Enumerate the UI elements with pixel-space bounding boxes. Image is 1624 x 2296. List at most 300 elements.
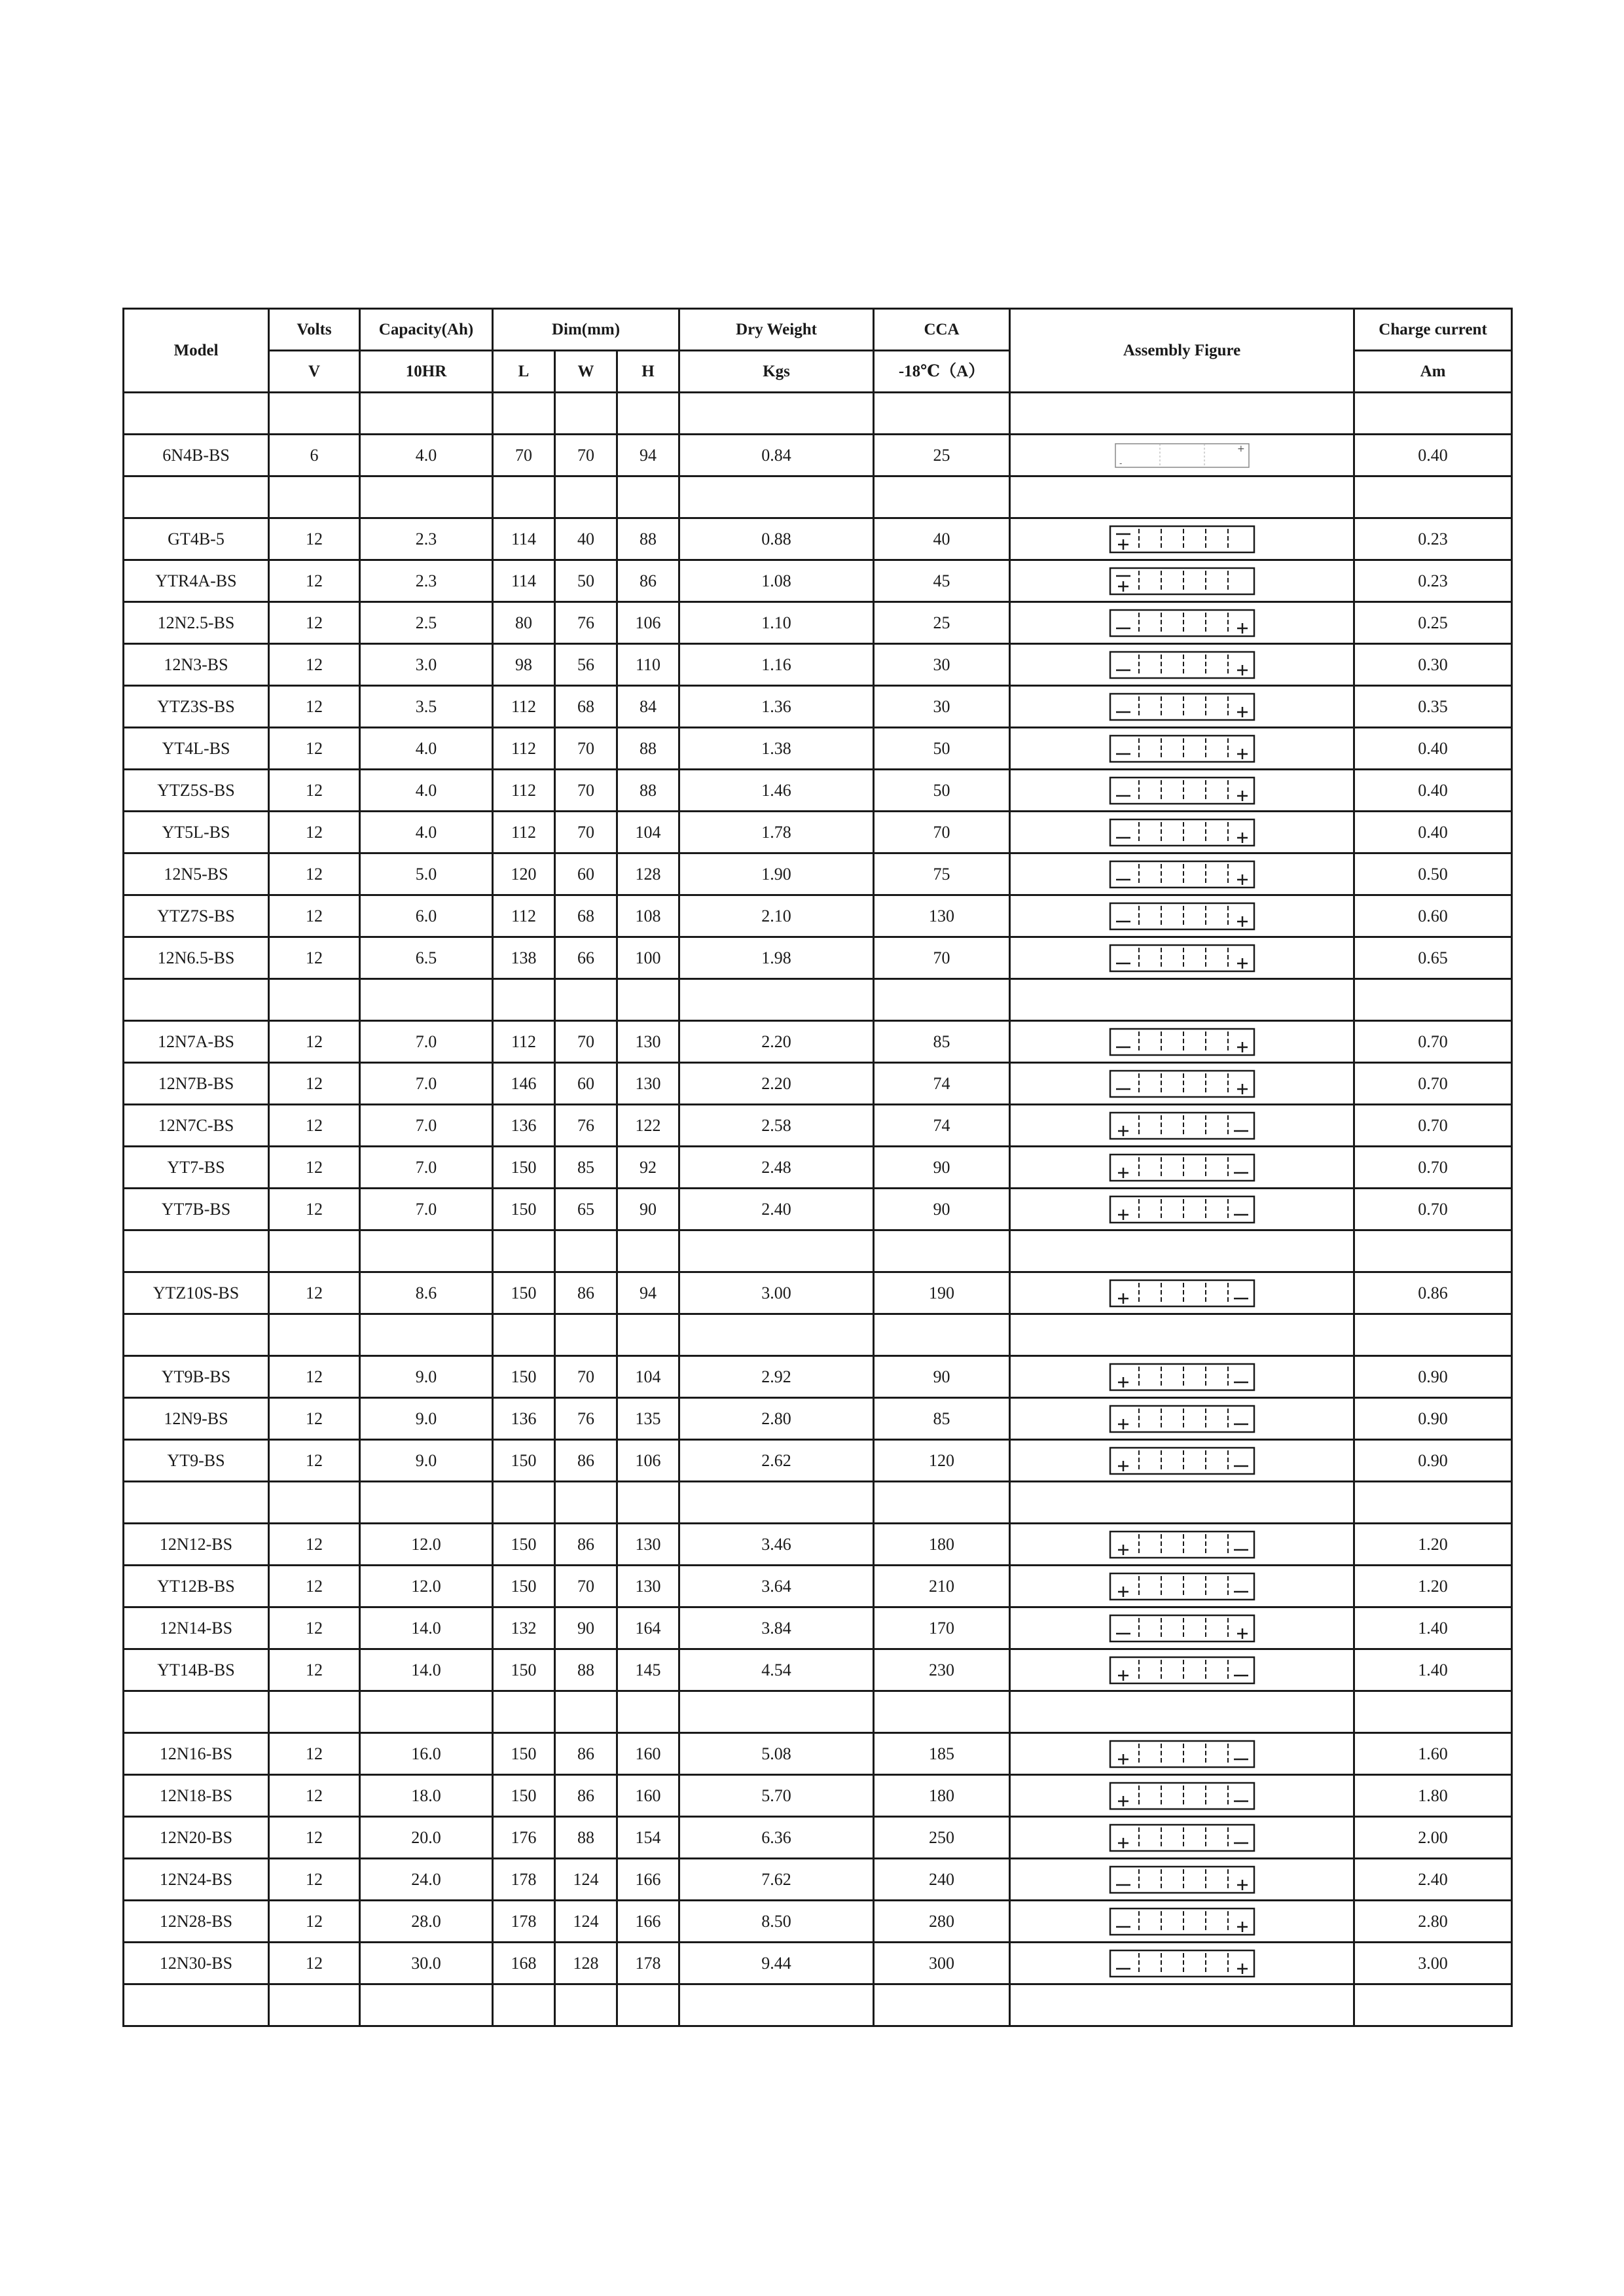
empty-cell [493,1482,555,1524]
capacity-cell: 3.5 [360,686,493,728]
cca-cell: 70 [874,812,1010,853]
table-header [124,309,1512,393]
battery-assembly-figure-icon [1109,1865,1255,1894]
table-row [124,1733,1512,1775]
empty-cell [269,1691,360,1733]
header-cca-unit: -18℃（A） [874,351,1010,393]
assembly-figure-cell [1010,895,1354,937]
dry-weight-cell: 3.00 [679,1272,874,1314]
battery-assembly-figure-icon [1109,944,1255,973]
battery-assembly-figure-icon [1109,692,1255,721]
model-cell: 12N18-BS [124,1775,269,1817]
charge-current-cell: 1.80 [1354,1775,1512,1817]
table-row [124,1398,1512,1440]
width-cell: 128 [555,1943,617,1984]
capacity-cell: 5.0 [360,853,493,895]
height-cell: 100 [617,937,679,979]
battery-assembly-figure-icon [1109,1782,1255,1810]
assembly-figure-cell [1010,1147,1354,1189]
model-cell: 12N9-BS [124,1398,269,1440]
charge-current-cell: 1.20 [1354,1566,1512,1607]
empty-cell [493,476,555,518]
width-cell: 90 [555,1607,617,1649]
empty-cell [269,393,360,435]
height-cell: 92 [617,1147,679,1189]
table-row [124,1524,1512,1566]
blank-row [124,1314,1512,1356]
table-row [124,812,1512,853]
assembly-figure-cell [1010,1356,1354,1398]
empty-cell [1010,1691,1354,1733]
header-row-1 [124,309,1512,351]
empty-cell [1010,1482,1354,1524]
charge-current-cell: 0.90 [1354,1398,1512,1440]
length-cell: 112 [493,1021,555,1063]
assembly-figure-cell [1010,1607,1354,1649]
charge-current-cell: 0.90 [1354,1440,1512,1482]
battery-spec-table [122,308,1513,2027]
table-row [124,518,1512,560]
empty-cell [555,1691,617,1733]
model-cell: 12N24-BS [124,1859,269,1901]
empty-cell [617,1230,679,1272]
header-volts: Volts [269,309,360,351]
capacity-cell: 7.0 [360,1021,493,1063]
capacity-cell: 3.0 [360,644,493,686]
width-cell: 60 [555,1063,617,1105]
height-cell: 135 [617,1398,679,1440]
table-row [124,1901,1512,1943]
charge-current-cell: 0.40 [1354,728,1512,770]
empty-cell [555,476,617,518]
dry-weight-cell: 2.62 [679,1440,874,1482]
model-cell: YT9B-BS [124,1356,269,1398]
header-dry-weight-unit: Kgs [679,351,874,393]
volts-cell: 12 [269,1398,360,1440]
empty-cell [360,1230,493,1272]
height-cell: 88 [617,728,679,770]
width-cell: 70 [555,435,617,476]
empty-cell [124,1984,269,2026]
length-cell: 150 [493,1147,555,1189]
cca-cell: 170 [874,1607,1010,1649]
height-cell: 130 [617,1063,679,1105]
capacity-cell: 20.0 [360,1817,493,1859]
charge-current-cell: 0.70 [1354,1105,1512,1147]
model-cell: YTZ7S-BS [124,895,269,937]
dry-weight-cell: 5.08 [679,1733,874,1775]
assembly-figure-cell [1010,1859,1354,1901]
volts-cell: 12 [269,1063,360,1105]
length-cell: 114 [493,518,555,560]
empty-cell [1010,979,1354,1021]
model-cell: 12N14-BS [124,1607,269,1649]
assembly-figure-cell [1010,686,1354,728]
empty-cell [555,1230,617,1272]
width-cell: 86 [555,1272,617,1314]
width-cell: 65 [555,1189,617,1230]
volts-cell: 12 [269,937,360,979]
dry-weight-cell: 2.20 [679,1063,874,1105]
height-cell: 94 [617,435,679,476]
capacity-cell: 6.0 [360,895,493,937]
volts-cell: 12 [269,1817,360,1859]
length-cell: 150 [493,1440,555,1482]
battery-assembly-figure-icon [1109,1614,1255,1643]
header-capacity-unit: 10HR [360,351,493,393]
empty-cell [124,979,269,1021]
height-cell: 160 [617,1775,679,1817]
blank-row [124,1482,1512,1524]
width-cell: 70 [555,1356,617,1398]
charge-current-cell: 0.70 [1354,1063,1512,1105]
empty-cell [493,979,555,1021]
model-cell: 12N20-BS [124,1817,269,1859]
model-cell: YT12B-BS [124,1566,269,1607]
empty-cell [679,1230,874,1272]
assembly-figure-cell [1010,1524,1354,1566]
width-cell: 70 [555,770,617,812]
width-cell: 85 [555,1147,617,1189]
empty-cell [617,393,679,435]
empty-cell [874,1314,1010,1356]
empty-cell [1354,1230,1512,1272]
volts-cell: 12 [269,518,360,560]
capacity-cell: 7.0 [360,1063,493,1105]
height-cell: 106 [617,602,679,644]
volts-cell: 12 [269,1189,360,1230]
empty-cell [360,1314,493,1356]
battery-assembly-figure-icon [1109,734,1255,763]
dry-weight-cell: 1.16 [679,644,874,686]
blank-row [124,393,1512,435]
table-row [124,1063,1512,1105]
empty-cell [360,979,493,1021]
volts-cell: 12 [269,560,360,602]
capacity-cell: 4.0 [360,770,493,812]
dry-weight-cell: 1.46 [679,770,874,812]
dry-weight-cell: 2.92 [679,1356,874,1398]
volts-cell: 12 [269,895,360,937]
battery-assembly-figure-icon [1109,818,1255,847]
table-row [124,1356,1512,1398]
empty-cell [679,1691,874,1733]
length-cell: 120 [493,853,555,895]
table-row [124,1566,1512,1607]
length-cell: 150 [493,1524,555,1566]
table-row [124,1189,1512,1230]
model-cell: 12N7C-BS [124,1105,269,1147]
empty-cell [1354,1314,1512,1356]
table-row [124,1440,1512,1482]
charge-current-cell: 0.35 [1354,686,1512,728]
cca-cell: 180 [874,1524,1010,1566]
capacity-cell: 24.0 [360,1859,493,1901]
blank-row [124,1691,1512,1733]
empty-cell [555,393,617,435]
empty-cell [874,1230,1010,1272]
charge-current-cell: 2.00 [1354,1817,1512,1859]
length-cell: 112 [493,686,555,728]
assembly-figure-cell [1010,812,1354,853]
height-cell: 164 [617,1607,679,1649]
capacity-cell: 9.0 [360,1356,493,1398]
cca-cell: 50 [874,728,1010,770]
cca-cell: 45 [874,560,1010,602]
cca-cell: 130 [874,895,1010,937]
empty-cell [555,1482,617,1524]
cca-cell: 74 [874,1105,1010,1147]
length-cell: 178 [493,1901,555,1943]
empty-cell [360,393,493,435]
battery-assembly-figure-icon [1109,1195,1255,1224]
width-cell: 88 [555,1649,617,1691]
dry-weight-cell: 3.64 [679,1566,874,1607]
cca-cell: 250 [874,1817,1010,1859]
dry-weight-cell: 2.80 [679,1398,874,1440]
empty-cell [124,476,269,518]
length-cell: 176 [493,1817,555,1859]
length-cell: 136 [493,1105,555,1147]
battery-assembly-figure-icon [1109,776,1255,805]
assembly-figure-cell [1010,1272,1354,1314]
volts-cell: 12 [269,1943,360,1984]
volts-cell: 12 [269,686,360,728]
battery-assembly-figure-icon [1109,1153,1255,1182]
empty-cell [360,1691,493,1733]
dry-weight-cell: 1.10 [679,602,874,644]
dry-weight-cell: 6.36 [679,1817,874,1859]
height-cell: 84 [617,686,679,728]
capacity-cell: 16.0 [360,1733,493,1775]
empty-cell [874,979,1010,1021]
height-cell: 104 [617,1356,679,1398]
charge-current-cell: 0.23 [1354,518,1512,560]
width-cell: 76 [555,1398,617,1440]
charge-current-cell: 0.40 [1354,770,1512,812]
length-cell: 138 [493,937,555,979]
empty-cell [1354,476,1512,518]
table-row [124,937,1512,979]
cca-cell: 190 [874,1272,1010,1314]
assembly-figure-cell [1010,1440,1354,1482]
length-cell: 150 [493,1356,555,1398]
header-dim-h: H [617,351,679,393]
length-cell: 70 [493,435,555,476]
width-cell: 86 [555,1733,617,1775]
header-model: Model [124,309,269,393]
width-cell: 86 [555,1775,617,1817]
svg-text:+: + [1236,443,1245,454]
table-row [124,895,1512,937]
charge-current-cell: 2.80 [1354,1901,1512,1943]
assembly-figure-cell [1010,518,1354,560]
battery-assembly-figure-icon [1109,1530,1255,1559]
model-cell: 12N7B-BS [124,1063,269,1105]
battery-assembly-figure-icon [1109,651,1255,679]
dry-weight-cell: 2.20 [679,1021,874,1063]
empty-cell [1354,1482,1512,1524]
assembly-figure-cell [1010,1566,1354,1607]
charge-current-cell: 0.65 [1354,937,1512,979]
length-cell: 136 [493,1398,555,1440]
height-cell: 88 [617,770,679,812]
empty-cell [1010,1984,1354,2026]
volts-cell: 12 [269,1775,360,1817]
empty-cell [1354,1691,1512,1733]
length-cell: 132 [493,1607,555,1649]
model-cell: YTZ5S-BS [124,770,269,812]
table-row [124,1021,1512,1063]
cca-cell: 90 [874,1147,1010,1189]
table-row [124,1105,1512,1147]
empty-cell [269,476,360,518]
cca-cell: 30 [874,686,1010,728]
charge-current-cell: 1.40 [1354,1607,1512,1649]
capacity-cell: 7.0 [360,1147,493,1189]
table-row [124,770,1512,812]
empty-cell [555,1314,617,1356]
empty-cell [617,476,679,518]
volts-cell: 12 [269,1901,360,1943]
empty-cell [679,393,874,435]
width-cell: 56 [555,644,617,686]
capacity-cell: 2.5 [360,602,493,644]
table-row [124,686,1512,728]
width-cell: 40 [555,518,617,560]
cca-cell: 30 [874,644,1010,686]
empty-cell [874,476,1010,518]
length-cell: 178 [493,1859,555,1901]
table-row [124,1272,1512,1314]
battery-assembly-figure-icon [1109,525,1255,554]
volts-cell: 12 [269,1440,360,1482]
height-cell: 130 [617,1524,679,1566]
dry-weight-cell: 1.90 [679,853,874,895]
height-cell: 154 [617,1817,679,1859]
capacity-cell: 4.0 [360,812,493,853]
height-cell: 88 [617,518,679,560]
battery-assembly-figure-icon [1109,1907,1255,1936]
capacity-cell: 2.3 [360,518,493,560]
length-cell: 150 [493,1566,555,1607]
volts-cell: 12 [269,1859,360,1901]
table-row [124,560,1512,602]
length-cell: 150 [493,1733,555,1775]
model-cell: YT14B-BS [124,1649,269,1691]
width-cell: 66 [555,937,617,979]
charge-current-cell: 2.40 [1354,1859,1512,1901]
header-dim-w: W [555,351,617,393]
charge-current-cell: 0.70 [1354,1147,1512,1189]
length-cell: 146 [493,1063,555,1105]
battery-assembly-figure-icon [1109,860,1255,889]
height-cell: 86 [617,560,679,602]
empty-cell [617,979,679,1021]
width-cell: 70 [555,812,617,853]
cca-cell: 180 [874,1775,1010,1817]
height-cell: 104 [617,812,679,853]
volts-cell: 6 [269,435,360,476]
blank-row [124,1230,1512,1272]
header-charge-current: Charge current [1354,309,1512,351]
cca-cell: 74 [874,1063,1010,1105]
empty-cell [269,1984,360,2026]
width-cell: 68 [555,686,617,728]
height-cell: 130 [617,1021,679,1063]
empty-cell [493,393,555,435]
model-cell: YT7B-BS [124,1189,269,1230]
length-cell: 112 [493,728,555,770]
header-dim: Dim(mm) [493,309,679,351]
height-cell: 106 [617,1440,679,1482]
assembly-figure-cell [1010,435,1354,476]
cca-cell: 240 [874,1859,1010,1901]
cca-cell: 40 [874,518,1010,560]
empty-cell [124,1230,269,1272]
height-cell: 145 [617,1649,679,1691]
battery-assembly-figure-icon [1109,1279,1255,1308]
empty-cell [874,1984,1010,2026]
length-cell: 80 [493,602,555,644]
empty-cell [1010,476,1354,518]
header-volts-unit: V [269,351,360,393]
cca-cell: 85 [874,1398,1010,1440]
empty-cell [1354,979,1512,1021]
battery-assembly-figure-icon [1109,1069,1255,1098]
empty-cell [1010,393,1354,435]
cca-cell: 50 [874,770,1010,812]
width-cell: 50 [555,560,617,602]
length-cell: 150 [493,1272,555,1314]
height-cell: 90 [617,1189,679,1230]
table-row [124,602,1512,644]
volts-cell: 12 [269,1607,360,1649]
empty-cell [679,1984,874,2026]
empty-cell [493,1984,555,2026]
dry-weight-cell: 1.98 [679,937,874,979]
battery-assembly-figure-icon [1109,1446,1255,1475]
table-row [124,1817,1512,1859]
model-cell: YT7-BS [124,1147,269,1189]
cca-cell: 75 [874,853,1010,895]
table-body [124,393,1512,2026]
length-cell: 114 [493,560,555,602]
volts-cell: 12 [269,1356,360,1398]
length-cell: 112 [493,770,555,812]
cca-cell: 70 [874,937,1010,979]
battery-assembly-figure-icon [1109,1405,1255,1433]
assembly-figure-cell [1010,853,1354,895]
dry-weight-cell: 2.58 [679,1105,874,1147]
width-cell: 124 [555,1901,617,1943]
header-dim-l: L [493,351,555,393]
height-cell: 166 [617,1901,679,1943]
model-cell: 12N3-BS [124,644,269,686]
battery-assembly-figure-icon [1109,1949,1255,1978]
battery-assembly-figure-icon [1109,1363,1255,1391]
length-cell: 150 [493,1775,555,1817]
charge-current-cell: 0.70 [1354,1021,1512,1063]
dry-weight-cell: 5.70 [679,1775,874,1817]
model-cell: YTZ3S-BS [124,686,269,728]
cca-cell: 185 [874,1733,1010,1775]
empty-cell [1010,1230,1354,1272]
dry-weight-cell: 1.36 [679,686,874,728]
cca-cell: 25 [874,602,1010,644]
charge-current-cell: 1.60 [1354,1733,1512,1775]
model-cell: YT9-BS [124,1440,269,1482]
